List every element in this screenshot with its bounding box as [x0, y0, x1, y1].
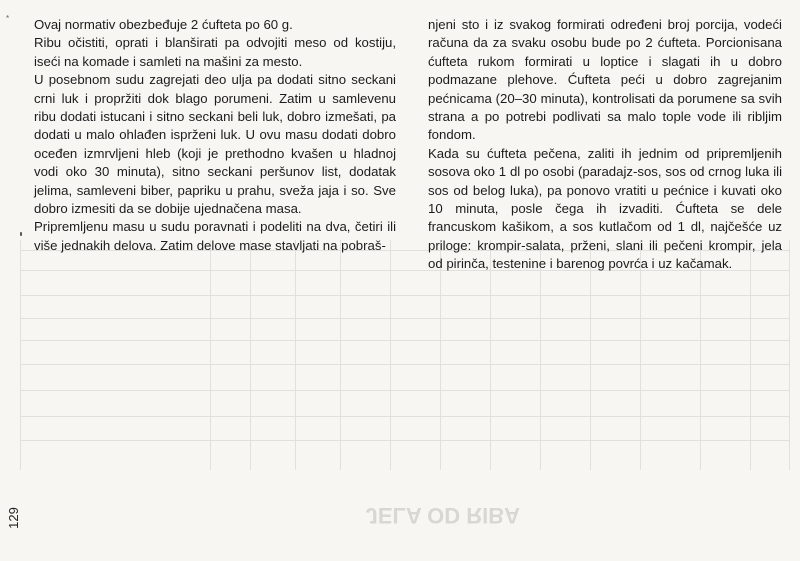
- bleed-grid-col: [590, 240, 591, 470]
- bleed-grid-col: [750, 240, 751, 470]
- right-text-column: [428, 16, 782, 274]
- page-number: 129: [6, 507, 21, 529]
- paragraph: Ribu očistiti, oprati i blanširati pa odvojiti meso od kostiju, iseći na komade i samleti na mašini za mesto.: [34, 35, 396, 69]
- bleed-grid-col: [700, 240, 701, 470]
- corner-mark: *: [6, 14, 10, 23]
- bleed-grid-row: [20, 318, 790, 319]
- bleed-grid-col: [295, 240, 296, 470]
- bleed-grid-col: [490, 240, 491, 470]
- paragraph: U posebnom sudu zagrejati deo ulja pa dodati sitno seckani crni luk i propržiti dok blago porumeni. Zatim u samlevenu ribu dodati istucani i sitno seckani beli luk, dobro izmešati, pa dodati u malo ohlađen isprženi luk. U ovu masu dodati dobro oceđen izmrvljeni hleb (koji je prethodno kvašen u hladnoj vodi oko 30 minuta), sitno seckani peršunov list, dodatak jelima, samleveni biber, papriku u prahu, sveža jaja i so. Sve dobro izmesiti da se dobije ujednačena masa.: [34, 72, 396, 217]
- bleed-through-table: [20, 240, 790, 470]
- paragraph: njeni sto i iz svakog formirati određeni broj porcija, vodeći računa da za svaku osobu bude po 2 ćufteta. Porcionisana ćufteta rukom formirati u loptice i slagati ih u dobro podmazane plehove. Ćufteta peći u dobro zagrejanim pećnicama (20–30 minuta), kontrolisati da porumene sa svih strana a po potrebi podlivati sa malo tople vode ili ribljim fondom.: [428, 17, 782, 143]
- bleed-grid-row: [20, 295, 790, 296]
- bleed-grid-row: [20, 364, 790, 365]
- bleed-grid-col: [340, 240, 341, 470]
- bleed-grid-col: [210, 240, 211, 470]
- bleed-grid-row: [20, 340, 790, 341]
- bleed-grid-col: [440, 240, 441, 470]
- bleed-through-heading: JELA OD RIBA: [365, 503, 520, 528]
- paragraph: Kada su ćufteta pečena, zaliti ih jednim od pripremljenih sosova oko 1 dl po osobi (paradajz-sos, sos od crnog luka ili sos od belog luka), pa ponovo vratiti u pećnice i kuvati oko 10 minuta, posle čega ih izvaditi. Ćufteta se dele francuskom kašikom, a sos kutlačom od 1 dl, najčešće uz priloge: krompir-salata, prženi, slani ili pečeni krompir, jela od pirinča, testenine i barenog povrća i uz kačamak.: [428, 145, 782, 272]
- bleed-grid-row: [20, 390, 790, 391]
- bleed-grid-col: [20, 240, 21, 470]
- bleed-grid-col: [540, 240, 541, 470]
- margin-mark: [20, 232, 22, 236]
- bleed-grid-col: [250, 240, 251, 470]
- bleed-grid-row: [20, 440, 790, 441]
- paragraph: Pripremljenu masu u sudu poravnati i podeliti na dva, četiri ili više jednakih delova. Zatim delove mase stavljati na pobraš-: [34, 219, 396, 253]
- bleed-grid-col: [390, 240, 391, 470]
- bleed-grid-col: [789, 240, 790, 470]
- paragraph: Ovaj normativ obezbeđuje 2 ćufteta po 60 g.: [34, 17, 293, 32]
- bleed-grid-row: [20, 416, 790, 417]
- left-text-column: [34, 16, 396, 255]
- bleed-grid-col: [640, 240, 641, 470]
